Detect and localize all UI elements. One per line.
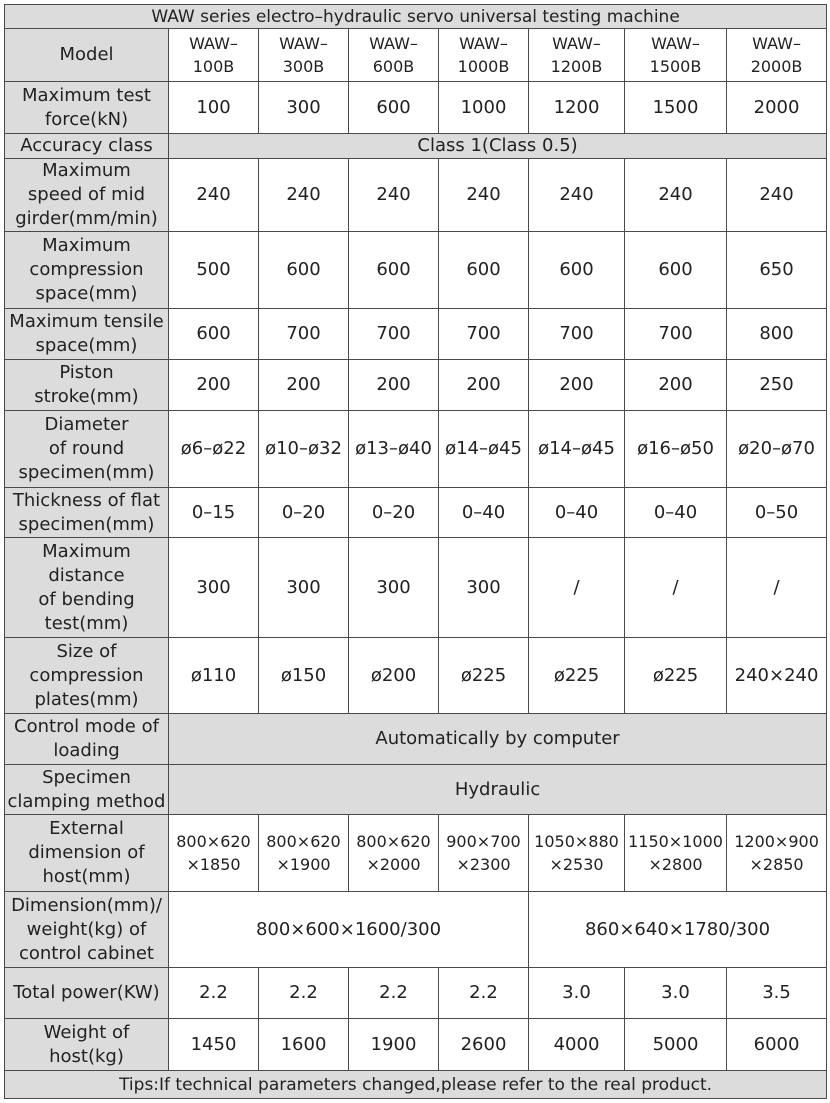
table-row [5,1019,827,1071]
cell-value: 0–20 [349,488,439,538]
cell-value: 5000 [625,1019,727,1071]
cell-value: ø110 [169,638,259,714]
table-row [5,29,827,82]
row-span-value: Class 1(Class 0.5) [169,134,827,159]
cell-value: / [529,538,625,638]
cell-value: 700 [529,309,625,360]
cell-value: 600 [349,232,439,309]
cell-value: WAW– 1200B [529,29,625,82]
table-title: WAW series electro–hydraulic servo universal testing machine [5,5,827,29]
row-group-value: 860×640×1780/300 [529,892,827,968]
cell-value: WAW– 100B [169,29,259,82]
table-row [5,82,827,134]
cell-value: WAW– 1000B [439,29,529,82]
cell-value: WAW– 2000B [727,29,827,82]
cell-value: ø225 [625,638,727,714]
table-row [5,488,827,538]
cell-value: 2600 [439,1019,529,1071]
cell-value: 1900 [349,1019,439,1071]
cell-value: 2000 [727,82,827,134]
cell-value: / [727,538,827,638]
row-label: Maximum speed of mid girder(mm/min) [5,159,169,232]
cell-value: 100 [169,82,259,134]
cell-value: ø150 [259,638,349,714]
row-label: Maximum test force(kN) [5,82,169,134]
row-label: Specimen clamping method [5,765,169,815]
table-row [5,134,827,159]
cell-value: 1000 [439,82,529,134]
cell-value: 700 [349,309,439,360]
table-tips: Tips:If technical parameters changed,please refer to the real product. [5,1071,827,1099]
cell-value: 4000 [529,1019,625,1071]
cell-value: ø6–ø22 [169,411,259,488]
cell-value: 240 [259,159,349,232]
cell-value: 300 [439,538,529,638]
row-label: Diameter of round specimen(mm) [5,411,169,488]
cell-value: WAW– 300B [259,29,349,82]
cell-value: 1150×1000 ×2800 [625,815,727,892]
cell-value: ø10–ø32 [259,411,349,488]
cell-value: 1500 [625,82,727,134]
row-label: Accuracy class [5,134,169,159]
cell-value: 240 [169,159,259,232]
cell-value: 600 [349,82,439,134]
cell-value: 800×620 ×2000 [349,815,439,892]
cell-value: 3.5 [727,968,827,1019]
cell-value: 6000 [727,1019,827,1071]
cell-value: 2.2 [439,968,529,1019]
row-span-value: Automatically by computer [169,714,827,765]
cell-value: 200 [259,360,349,411]
cell-value: ø13–ø40 [349,411,439,488]
cell-value: ø225 [439,638,529,714]
cell-value: 0–50 [727,488,827,538]
cell-value: ø225 [529,638,625,714]
table-row [5,309,827,360]
cell-value: 200 [169,360,259,411]
row-label: Maximum compression space(mm) [5,232,169,309]
cell-value: ø16–ø50 [625,411,727,488]
row-label: Size of compression plates(mm) [5,638,169,714]
cell-value: 2.2 [169,968,259,1019]
cell-value: 300 [259,538,349,638]
cell-value: 300 [349,538,439,638]
cell-value: 600 [439,232,529,309]
cell-value: 1200 [529,82,625,134]
row-group-value: 800×600×1600/300 [169,892,529,968]
cell-value: 600 [625,232,727,309]
spec-table [4,4,827,1099]
cell-value: 200 [529,360,625,411]
cell-value: 800×620 ×1850 [169,815,259,892]
cell-value: ø200 [349,638,439,714]
row-label: Thickness of flat specimen(mm) [5,488,169,538]
cell-value: 240 [625,159,727,232]
cell-value: 3.0 [625,968,727,1019]
cell-value: 240 [439,159,529,232]
table-row [5,892,827,968]
row-label: External dimension of host(mm) [5,815,169,892]
cell-value: 700 [625,309,727,360]
cell-value: 1450 [169,1019,259,1071]
table-row [5,360,827,411]
cell-value: 0–15 [169,488,259,538]
cell-value: 1600 [259,1019,349,1071]
cell-value: 700 [259,309,349,360]
cell-value: 200 [439,360,529,411]
cell-value: 600 [169,309,259,360]
table-row [5,159,827,232]
cell-value: 800 [727,309,827,360]
table-row [5,765,827,815]
cell-value: 0–40 [529,488,625,538]
cell-value: 900×700 ×2300 [439,815,529,892]
cell-value: 800×620 ×1900 [259,815,349,892]
row-span-value: Hydraulic [169,765,827,815]
row-label: Total power(KW) [5,968,169,1019]
row-label: Maximum tensile space(mm) [5,309,169,360]
cell-value: 700 [439,309,529,360]
cell-value: 600 [529,232,625,309]
cell-value: 1200×900 ×2850 [727,815,827,892]
row-label: Weight of host(kg) [5,1019,169,1071]
cell-value: / [625,538,727,638]
cell-value: WAW– 1500B [625,29,727,82]
cell-value: 0–40 [439,488,529,538]
cell-value: ø14–ø45 [529,411,625,488]
table-row [5,638,827,714]
cell-value: 240×240 [727,638,827,714]
cell-value: 2.2 [349,968,439,1019]
row-label: Control mode of loading [5,714,169,765]
cell-value: 600 [259,232,349,309]
row-label: Dimension(mm)/ weight(kg) of control cabinet [5,892,169,968]
cell-value: ø20–ø70 [727,411,827,488]
table-row [5,815,827,892]
row-label: Model [5,29,169,82]
cell-value: 200 [625,360,727,411]
cell-value: 3.0 [529,968,625,1019]
cell-value: 250 [727,360,827,411]
table-row [5,968,827,1019]
cell-value: 650 [727,232,827,309]
table-row [5,232,827,309]
cell-value: ø14–ø45 [439,411,529,488]
cell-value: 1050×880 ×2530 [529,815,625,892]
cell-value: 240 [727,159,827,232]
cell-value: 500 [169,232,259,309]
cell-value: 240 [349,159,439,232]
table-row [5,411,827,488]
cell-value: 0–20 [259,488,349,538]
cell-value: 0–40 [625,488,727,538]
row-label: Piston stroke(mm) [5,360,169,411]
cell-value: WAW– 600B [349,29,439,82]
cell-value: 2.2 [259,968,349,1019]
cell-value: 200 [349,360,439,411]
table-row [5,714,827,765]
cell-value: 300 [259,82,349,134]
row-label: Maximum distance of bending test(mm) [5,538,169,638]
table-row [5,538,827,638]
cell-value: 240 [529,159,625,232]
cell-value: 300 [169,538,259,638]
